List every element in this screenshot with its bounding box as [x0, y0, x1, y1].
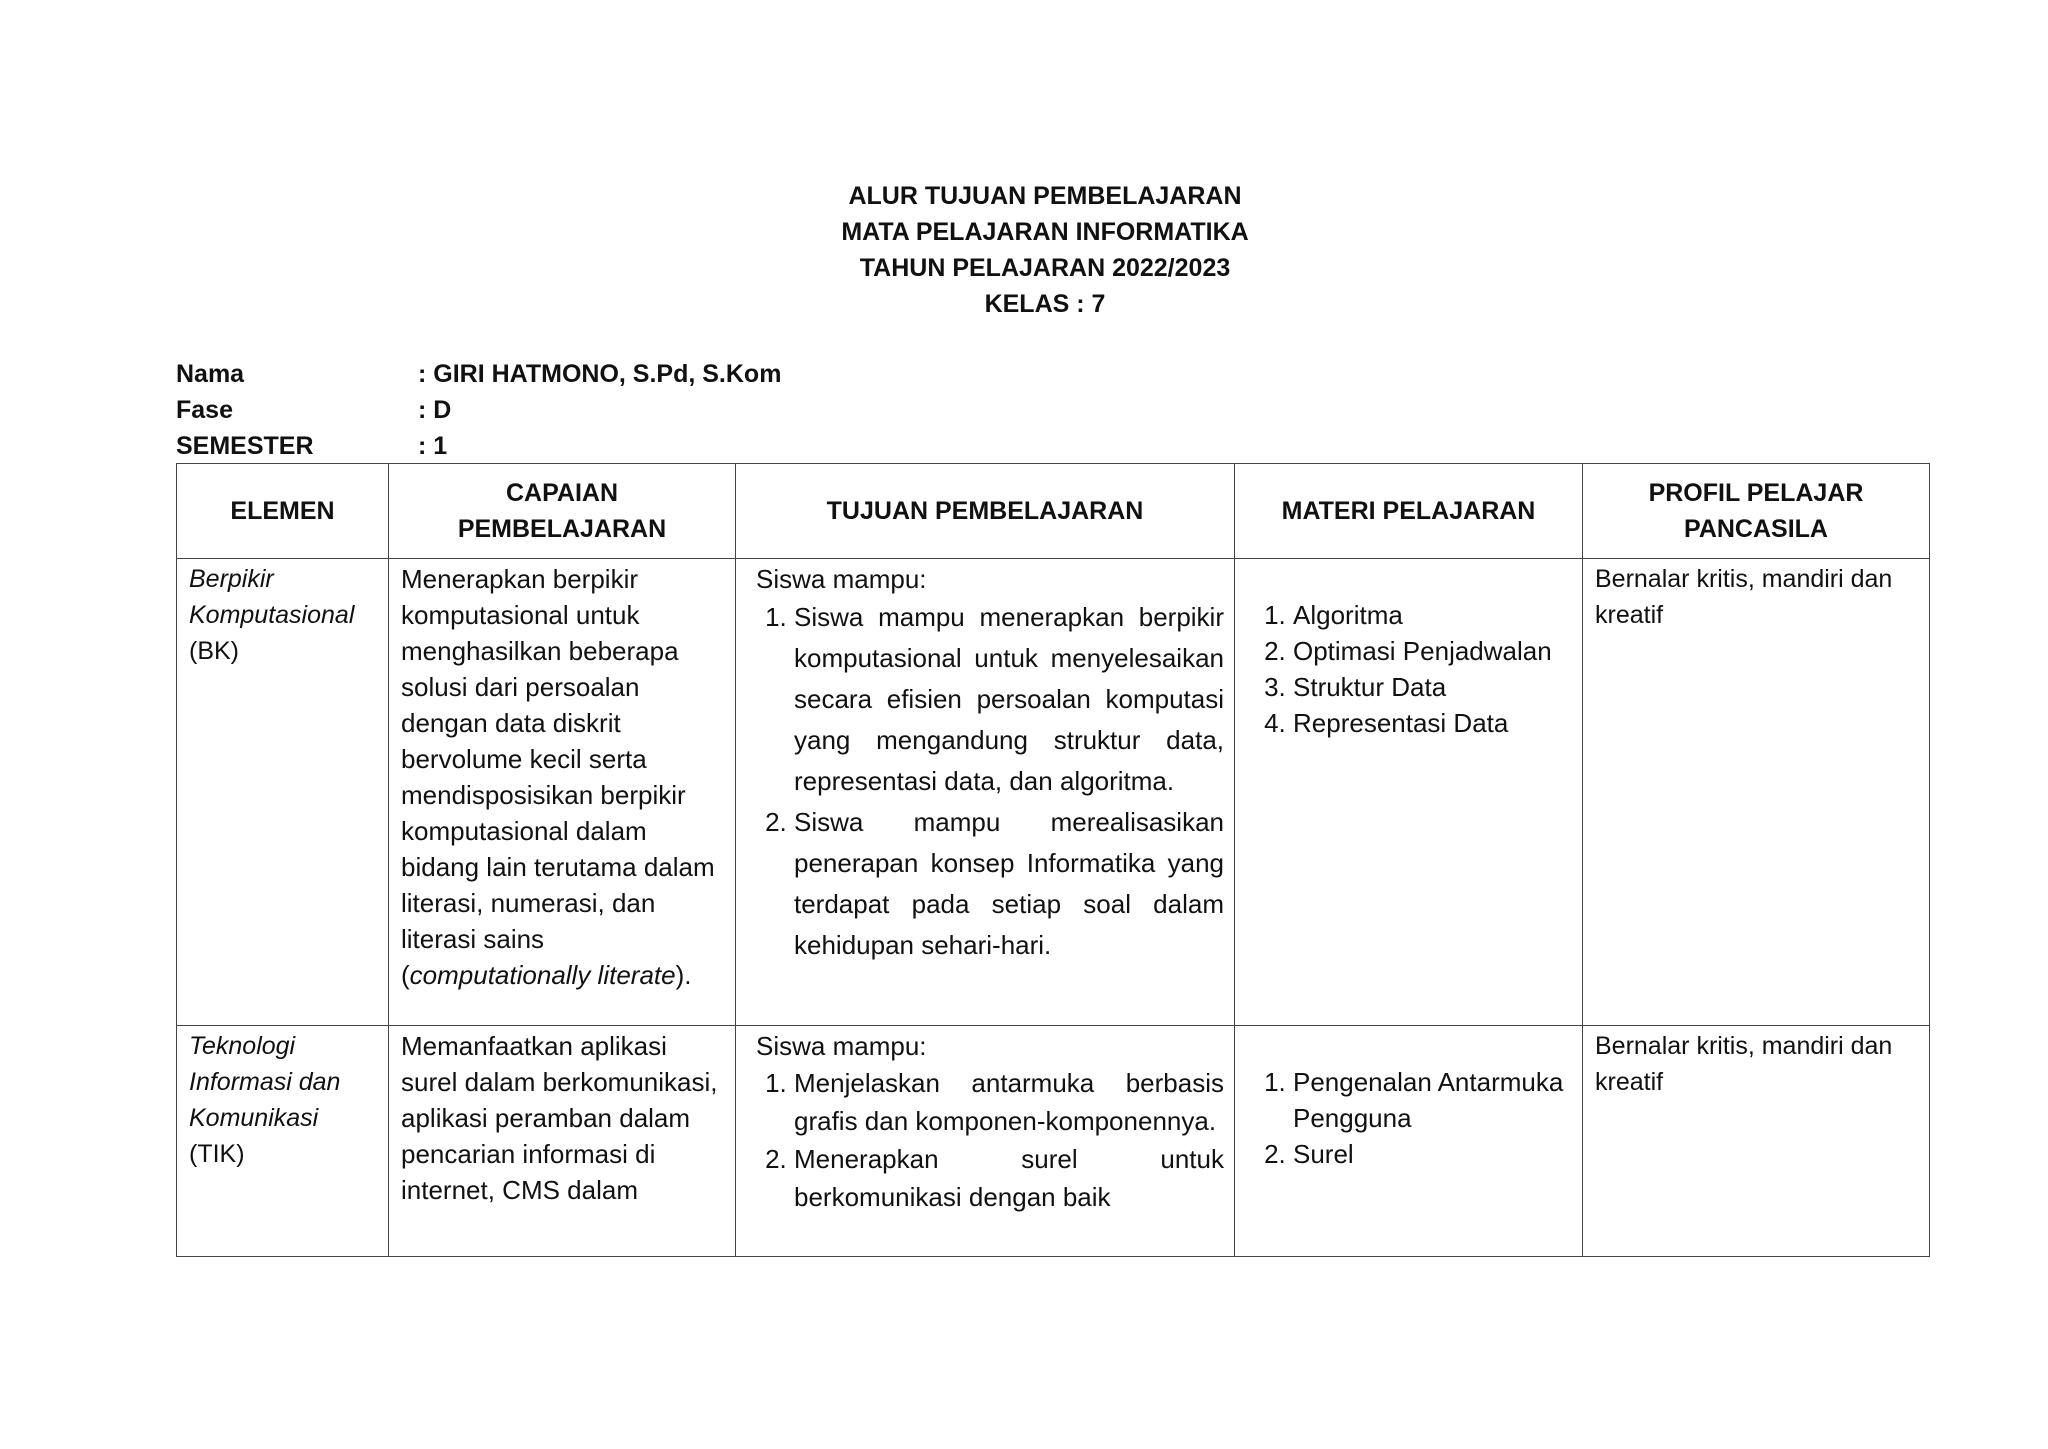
identity-block: [176, 356, 781, 464]
materi-list: [1247, 597, 1572, 741]
fase-value: : D: [418, 396, 452, 424]
list-item: 4. Representasi Data: [1293, 705, 1572, 741]
tujuan-intro: Siswa mampu:: [756, 1031, 927, 1061]
elemen-name: Teknologi Informasi dan Komunikasi: [189, 1032, 341, 1132]
capaian-cell: [389, 1026, 736, 1257]
capaian-text: Memanfaatkan aplikasi surel dalam berkomunikasi, aplikasi peramban dalam pencarian informasi di internet, CMS dalam: [401, 1031, 718, 1205]
nama-label: Nama: [176, 360, 245, 388]
meta-row-nama: [176, 356, 781, 392]
elemen-name: Berpikir Komputasional: [189, 565, 355, 629]
capaian-end: ).: [675, 960, 692, 990]
header-profil: PROFIL PELAJAR PANCASILA: [1583, 464, 1930, 559]
elemen-cell: [177, 559, 389, 1026]
list-item: 2. Optimasi Penjadwalan: [1293, 633, 1572, 669]
title-line-1: ALUR TUJUAN PEMBELAJARAN: [848, 182, 1242, 210]
header-tujuan: TUJUAN PEMBELAJARAN: [736, 464, 1235, 559]
list-item: 1. Menjelaskan antarmuka berbasis grafis dan komponen-komponennya.: [794, 1064, 1224, 1140]
tujuan-cell: [736, 1026, 1235, 1257]
list-item: 2. Siswa mampu merealisasikan penerapan konsep Informatika yang terdapat pada setiap soal dalam kehidupan sehari-hari.: [794, 802, 1224, 966]
profil-cell: Bernalar kritis, mandiri dan kreatif: [1583, 1026, 1930, 1257]
tujuan-cell: [736, 559, 1235, 1026]
header-elemen: ELEMEN: [177, 464, 389, 559]
capaian-italic: computationally literate: [409, 960, 676, 990]
semester-label: SEMESTER: [176, 432, 314, 460]
materi-cell: [1235, 1026, 1583, 1257]
title-line-2: MATA PELAJARAN INFORMATIKA: [841, 218, 1249, 246]
tujuan-list: [748, 597, 1224, 966]
list-item: 2. Menerapkan surel untuk berkomunikasi dengan baik: [794, 1140, 1224, 1216]
capaian-text: Menerapkan berpikir komputasional untuk menghasilkan beberapa solusi dari persoalan dengan data diskrit bervolume kecil serta mendisposisikan berpikir komputasional dalam bidang lain terutama dalam literasi, numerasi, dan literasi sains (: [401, 564, 715, 990]
table-row: [177, 559, 1930, 1026]
elemen-code: (BK): [189, 637, 239, 665]
semester-value: : 1: [418, 432, 448, 460]
meta-row-fase: [176, 392, 781, 428]
elemen-code: (TIK): [189, 1140, 245, 1168]
materi-list: [1247, 1064, 1572, 1172]
profil-cell: Bernalar kritis, mandiri dan kreatif: [1583, 559, 1930, 1026]
elemen-cell: [177, 1026, 389, 1257]
list-item: 1. Siswa mampu menerapkan berpikir komputasional untuk menyelesaikan secara efisien persoalan komputasi yang mengandung struktur data, representasi data, dan algoritma.: [794, 597, 1224, 802]
meta-row-semester: [176, 428, 781, 464]
capaian-cell: [389, 559, 736, 1026]
list-item: 3. Struktur Data: [1293, 669, 1572, 705]
title-line-3: TAHUN PELAJARAN 2022/2023: [859, 254, 1231, 282]
list-item: 1. Pengenalan Antarmuka Pengguna: [1293, 1064, 1572, 1136]
title-line-4: KELAS : 7: [984, 290, 1106, 318]
materi-cell: [1235, 559, 1583, 1026]
header-materi: MATERI PELAJARAN: [1235, 464, 1583, 559]
document-title: [0, 178, 2048, 322]
fase-label: Fase: [176, 396, 233, 424]
table-row: [177, 1026, 1930, 1257]
list-item: 1. Algoritma: [1293, 597, 1572, 633]
header-capaian: CAPAIAN PEMBELAJARAN: [389, 464, 736, 559]
tujuan-intro: Siswa mampu:: [756, 564, 927, 594]
table-header-row: [177, 464, 1930, 559]
list-item: 2. Surel: [1293, 1136, 1572, 1172]
tujuan-list: [748, 1064, 1224, 1216]
learning-objectives-table: [176, 463, 1930, 1257]
nama-value: : GIRI HATMONO, S.Pd, S.Kom: [418, 360, 782, 388]
